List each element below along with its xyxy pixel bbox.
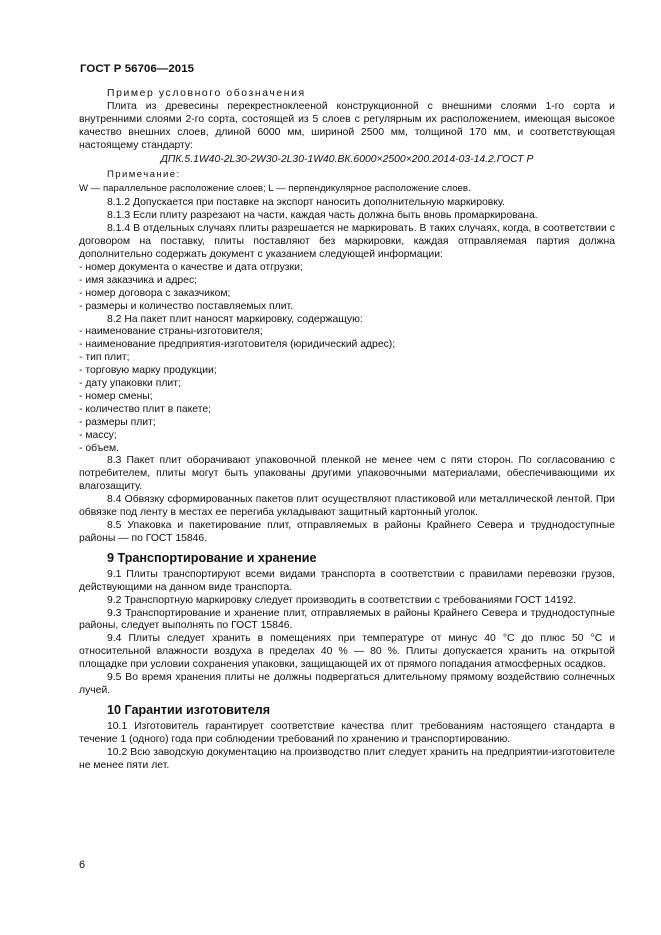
list-8-1-4 <box>79 262 615 314</box>
clause-8-1-3: 8.1.3 Если плиту разрезают на части, каждая часть должна быть вновь промаркирована. <box>107 210 538 222</box>
list-item: - дату упаковки плит; <box>79 378 181 390</box>
list-8-2 <box>79 326 615 455</box>
list-item: - наименование предприятия-изготовителя (юридический адрес); <box>79 339 396 351</box>
list-item: - торговую марку продукции; <box>79 365 217 377</box>
clause-8-1-4: 8.1.4 В отдельных случаях плиты разрешается не маркировать. В таких случаях, когда, в соответствии с договором на поставку, плиты поставляют без маркировки, каждая отправляемая партия должна дополнительно содержать документ с указанием следующей информации: <box>79 223 615 260</box>
clause-9-3: 9.3 Транспортирование и хранение плит, отправляемых в районы Крайнего Севера и труднодоступные районы, следует выполнять по ГОСТ 15846. <box>79 607 615 632</box>
clause-9-5: 9.5 Во время хранения плиты не должны подвергаться длительному прямому воздействию солнечных лучей. <box>79 672 615 696</box>
list-item: - размеры и количество поставляемых плит. <box>79 300 294 312</box>
list-item: - тип плит; <box>79 352 130 364</box>
list-item: - размеры плит; <box>79 416 156 428</box>
section-10-heading: 10 Гарантии изготовителя <box>107 702 271 717</box>
page-number: 6 <box>79 859 86 871</box>
clause-10-2: 10.2 Всю заводскую документацию на производство плит следует хранить на предприятии-изготовителе не менее пяти лет. <box>79 746 615 771</box>
clause-9-2: 9.2 Транспортную маркировку следует производить в соответствии с требованиями ГОСТ 14192. <box>107 594 577 606</box>
section-9-heading: 9 Транспортирование и хранение <box>107 550 317 565</box>
list-item: - номер смены; <box>79 390 153 402</box>
list-item: - объем. <box>79 442 120 454</box>
example-designation: ДПК.5.1W40-2L30-2W30-2L30-1W40.ВК.6000×2500×200.2014-03-14.2.ГОСТ Р <box>160 153 534 165</box>
clause-8-4: 8.4 Обвязку сформированных пакетов плит осуществляют пластиковой или металлической лентой. При обвязке под ленту в местах ее перегиба укладывают защитный картонный уголок. <box>79 494 615 519</box>
document-body <box>79 88 615 773</box>
list-item: - номер договора с заказчиком; <box>79 287 231 299</box>
list-item: - номер документа о качестве и дата отгрузки; <box>79 261 303 273</box>
example-title: Пример условного обозначения <box>107 88 306 99</box>
note-label: Примечание: <box>107 169 181 181</box>
list-item: - массу; <box>79 429 117 441</box>
list-item: - имя заказчика и адрес; <box>79 274 198 286</box>
clause-8-2: 8.2 На пакет плит наносят маркировку, содержащую: <box>107 313 363 325</box>
clause-8-3: 8.3 Пакет плит оборачивают упаковочной пленкой не менее чем с пяти сторон. По согласованию с потребителем, плиты могут быть упакованы другими упаковочными материалами, обеспечивающими их влагозащиту. <box>79 455 615 493</box>
clause-8-1-2: 8.1.2 Допускается при поставке на экспорт наносить дополнительную маркировку. <box>107 197 506 209</box>
clause-9-1: 9.1 Плиты транспортируют всеми видами транспорта в соответствии с правилами перевозки грузов, действующими на данном виде транспорта. <box>79 568 615 593</box>
clause-8-5: 8.5 Упаковка и пакетирование плит, отправляемых в районы Крайнего Севера и труднодоступные районы — по ГОСТ 15846. <box>79 520 615 544</box>
note-text: W — параллельное расположение слоев; L — перпендикулярное расположение слоев. <box>79 183 471 195</box>
example-text: Плита из древесины перекрестноклееной конструкционной с внешними слоями 1-го сорта и внутренними слоями 2-го сорта, состоящей из 5 слоев с регулярным их расположением, имеющая высокое качество внешних слоев, длиной 6000 мм, шириной 2500 мм, толщиной 170 мм, и соответствующая настоящему стандарту: <box>79 100 615 151</box>
standard-header: ГОСТ Р 56706—2015 <box>80 63 195 75</box>
clause-9-4: 9.4 Плиты следует хранить в помещениях при температуре от минус 40 °С до плюс 50 °С и относительной влажности воздуха в пределах 40 % — 80 %. Плиты допускается хранить на открытой площадке при условии сохранения упаковки, защищающей их от прямого попадания атмосферных осадков. <box>79 633 615 671</box>
clause-10-1: 10.1 Изготовитель гарантирует соответствие качества плит требованиям настоящего стандарта в течение 1 (одного) года при соблюдении требований по хранению и транспортированию. <box>79 720 615 745</box>
list-item: - наименование страны-изготовителя; <box>79 326 263 338</box>
list-item: - количество плит в пакете; <box>79 403 211 415</box>
